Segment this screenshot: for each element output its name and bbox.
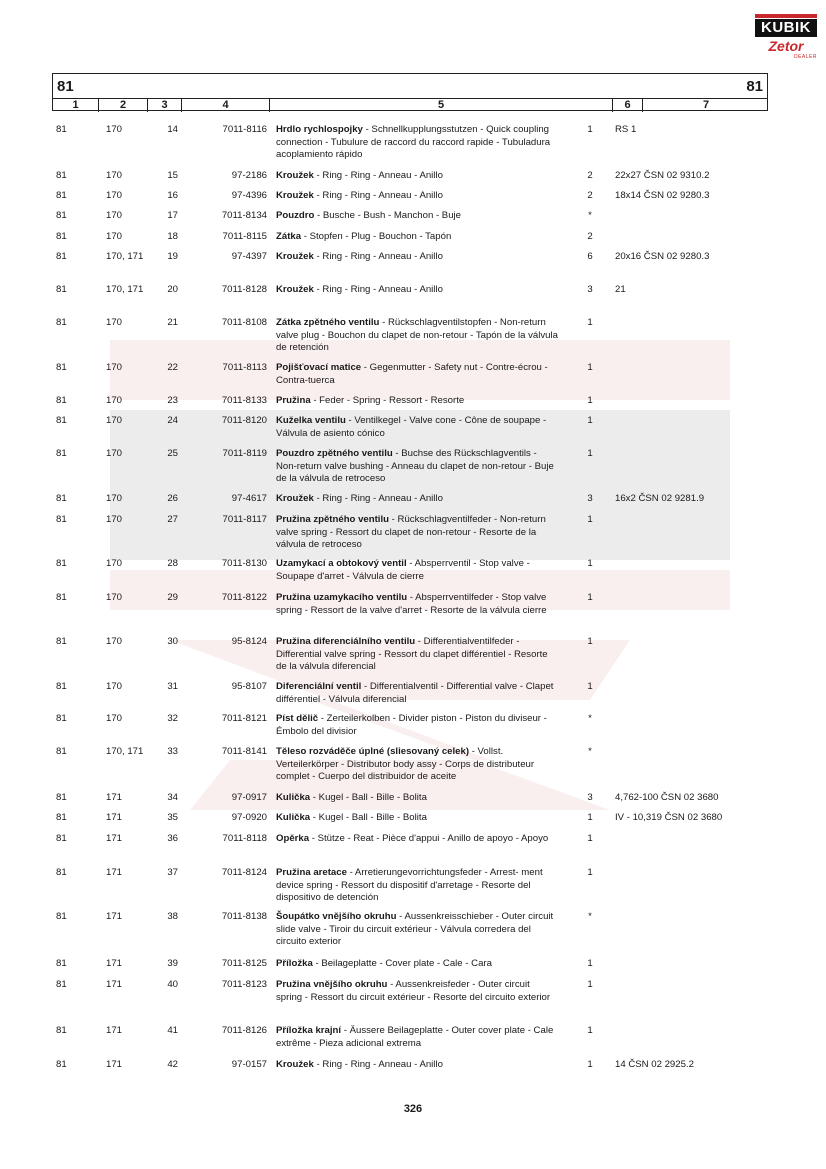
cell-figure: 170 bbox=[106, 558, 123, 569]
part-translations: - Stütze - Reat - Pièce d'appui - Anillo de apoyo - Apoyo bbox=[309, 833, 549, 844]
cell-position: 15 bbox=[167, 170, 178, 181]
col-header-3: 3 bbox=[148, 99, 182, 112]
cell-part-number: 7011-8138 bbox=[221, 911, 267, 922]
cell-description bbox=[276, 958, 558, 971]
cell-part-number: 97-4397 bbox=[231, 251, 267, 262]
cell-figure: 170 bbox=[106, 681, 123, 692]
cell-description bbox=[276, 448, 558, 486]
part-name: Pouzdro zpětného ventilu bbox=[276, 448, 393, 459]
cell-figure: 171 bbox=[106, 979, 123, 990]
page-number: 326 bbox=[403, 1103, 423, 1115]
cell-position: 17 bbox=[167, 210, 178, 221]
part-name: Pružina uzamykacího ventilu bbox=[276, 592, 408, 603]
cell-description bbox=[276, 592, 558, 617]
part-name: Pouzdro bbox=[276, 210, 315, 221]
part-name: Pružina zpětného ventilu bbox=[276, 514, 390, 525]
part-translations: - Busche - Bush - Manchon - Buje bbox=[314, 210, 462, 221]
cell-group: 81 bbox=[56, 681, 67, 692]
part-translations: - Ventilkegel - Valve cone - Cône de soupape - Válvula de asiento cónico bbox=[276, 415, 547, 439]
cell-quantity: 1 bbox=[587, 415, 593, 426]
cell-group: 81 bbox=[56, 284, 67, 295]
cell-part-number: 7011-8122 bbox=[221, 592, 267, 603]
logo-tag: DEALER bbox=[793, 54, 817, 60]
cell-quantity: 1 bbox=[587, 395, 593, 406]
cell-position: 33 bbox=[167, 746, 178, 757]
col-header-1: 1 bbox=[53, 99, 99, 112]
cell-figure: 171 bbox=[106, 833, 123, 844]
cell-description bbox=[276, 979, 558, 1004]
kubik-zetor-logo bbox=[755, 14, 817, 72]
cell-position: 40 bbox=[167, 979, 178, 990]
cell-position: 21 bbox=[167, 317, 178, 328]
cell-figure: 170 bbox=[106, 592, 123, 603]
cell-position: 30 bbox=[167, 636, 178, 647]
part-name: Kulička bbox=[276, 812, 311, 823]
cell-group: 81 bbox=[56, 867, 67, 878]
part-name: Uzamykací a obtokový ventil bbox=[276, 558, 407, 569]
cell-description bbox=[276, 867, 558, 905]
cell-description bbox=[276, 812, 558, 825]
part-name: Píst dělič bbox=[276, 713, 319, 724]
section-number-left: 81 bbox=[57, 78, 74, 95]
cell-quantity: * bbox=[588, 713, 592, 724]
cell-description bbox=[276, 284, 558, 297]
cell-group: 81 bbox=[56, 911, 67, 922]
cell-note: 14 ČSN 02 2925.2 bbox=[615, 1059, 694, 1070]
cell-group: 81 bbox=[56, 493, 67, 504]
cell-part-number: 7011-8123 bbox=[221, 979, 267, 990]
cell-position: 20 bbox=[167, 284, 178, 295]
cell-quantity: 1 bbox=[587, 636, 593, 647]
cell-figure: 170 bbox=[106, 190, 123, 201]
col-header-7: 7 bbox=[702, 99, 710, 111]
part-translations: - Stopfen - Plug - Bouchon - Tapón bbox=[301, 231, 452, 242]
part-name: Kroužek bbox=[276, 170, 314, 181]
part-name: Pružina bbox=[276, 395, 311, 406]
cell-position: 16 bbox=[167, 190, 178, 201]
cell-description bbox=[276, 124, 558, 162]
cell-part-number: 95-8124 bbox=[231, 636, 267, 647]
cell-quantity: 1 bbox=[587, 681, 593, 692]
cell-part-number: 7011-8116 bbox=[222, 124, 267, 135]
cell-position: 34 bbox=[167, 792, 178, 803]
part-translations: - Beilageplatte - Cover plate - Cale - Cara bbox=[312, 958, 492, 969]
cell-quantity: 1 bbox=[587, 833, 593, 844]
cell-quantity: 1 bbox=[587, 979, 593, 990]
cell-position: 31 bbox=[167, 681, 178, 692]
cell-position: 14 bbox=[167, 124, 178, 135]
cell-quantity: 3 bbox=[587, 284, 593, 295]
part-name: Diferenciální ventil bbox=[276, 681, 362, 692]
col-header-4: 4 bbox=[182, 99, 270, 112]
cell-part-number: 95-8107 bbox=[231, 681, 267, 692]
col-header-6: 6 bbox=[613, 99, 643, 112]
cell-part-number: 7011-8119 bbox=[222, 448, 267, 459]
cell-quantity: * bbox=[588, 210, 592, 221]
cell-part-number: 7011-8118 bbox=[222, 833, 267, 844]
cell-description bbox=[276, 514, 558, 552]
cell-figure: 171 bbox=[106, 958, 123, 969]
cell-group: 81 bbox=[56, 979, 67, 990]
cell-part-number: 97-2186 bbox=[231, 170, 267, 181]
part-name: Těleso rozváděče úplné (sliesovaný celek) bbox=[276, 746, 470, 757]
cell-quantity: 1 bbox=[587, 362, 593, 373]
cell-position: 27 bbox=[167, 514, 178, 525]
part-name: Kulička bbox=[276, 792, 311, 803]
cell-group: 81 bbox=[56, 514, 67, 525]
cell-figure: 170 bbox=[106, 636, 123, 647]
cell-position: 28 bbox=[167, 558, 178, 569]
cell-note: 18x14 ČSN 02 9280.3 bbox=[615, 190, 710, 201]
cell-group: 81 bbox=[56, 746, 67, 757]
cell-description bbox=[276, 713, 558, 738]
part-translations: - Absperrventil - Stop valve - Soupape d'arret - Válvula de cierre bbox=[276, 558, 530, 582]
cell-description bbox=[276, 833, 558, 846]
part-translations: - Kugel - Ball - Bille - Bolita bbox=[310, 812, 427, 823]
cell-description bbox=[276, 911, 558, 949]
cell-position: 18 bbox=[167, 231, 178, 242]
logo-sub: Zetor bbox=[768, 38, 804, 54]
cell-group: 81 bbox=[56, 792, 67, 803]
part-name: Pojišťovací matice bbox=[276, 362, 362, 373]
cell-position: 38 bbox=[167, 911, 178, 922]
cell-figure: 170 bbox=[106, 362, 123, 373]
cell-figure: 171 bbox=[106, 812, 123, 823]
cell-position: 26 bbox=[167, 493, 178, 504]
cell-group: 81 bbox=[56, 448, 67, 459]
cell-group: 81 bbox=[56, 395, 67, 406]
part-translations: - Differentialventil - Differential valve - Clapet différentiel - Válvula diferencial bbox=[276, 681, 554, 705]
cell-figure: 170 bbox=[106, 448, 123, 459]
cell-group: 81 bbox=[56, 636, 67, 647]
cell-note: 4,762-100 ČSN 02 3680 bbox=[615, 792, 719, 803]
cell-figure: 171 bbox=[106, 867, 123, 878]
cell-description bbox=[276, 558, 558, 583]
cell-quantity: 1 bbox=[587, 124, 593, 135]
part-translations: - Ring - Ring - Anneau - Anillo bbox=[313, 170, 443, 181]
cell-group: 81 bbox=[56, 210, 67, 221]
part-translations: - Ring - Ring - Anneau - Anillo bbox=[313, 284, 443, 295]
cell-part-number: 7011-8117 bbox=[222, 514, 267, 525]
cell-part-number: 7011-8124 bbox=[221, 867, 267, 878]
section-number-right: 81 bbox=[746, 78, 763, 95]
cell-group: 81 bbox=[56, 190, 67, 201]
cell-position: 19 bbox=[167, 251, 178, 262]
cell-group: 81 bbox=[56, 1025, 67, 1036]
part-name: Kuželka ventilu bbox=[276, 415, 346, 426]
cell-position: 36 bbox=[167, 833, 178, 844]
cell-quantity: 1 bbox=[587, 958, 593, 969]
cell-note: 20x16 ČSN 02 9280.3 bbox=[615, 251, 710, 262]
cell-quantity: 1 bbox=[587, 317, 593, 328]
cell-figure: 170 bbox=[106, 170, 123, 181]
cell-group: 81 bbox=[56, 558, 67, 569]
cell-quantity: 1 bbox=[587, 1059, 593, 1070]
cell-note: 22x27 ČSN 02 9310.2 bbox=[615, 170, 710, 181]
cell-group: 81 bbox=[56, 170, 67, 181]
cell-part-number: 97-4396 bbox=[231, 190, 267, 201]
cell-group: 81 bbox=[56, 833, 67, 844]
cell-note: 16x2 ČSN 02 9281.9 bbox=[615, 493, 705, 504]
part-translations: - Vollst. Verteilerkörper - Distributor body assy - Corps de distributeur complet - Cuerpo del distribuidor de aceite bbox=[276, 746, 535, 783]
cell-description bbox=[276, 636, 558, 674]
logo-brand: KUBIK bbox=[755, 19, 817, 37]
cell-group: 81 bbox=[56, 231, 67, 242]
cell-quantity: 2 bbox=[587, 190, 593, 201]
cell-position: 39 bbox=[167, 958, 178, 969]
cell-description bbox=[276, 251, 558, 264]
cell-figure: 170 bbox=[106, 713, 123, 724]
cell-part-number: 97-4617 bbox=[231, 493, 267, 504]
cell-group: 81 bbox=[56, 592, 67, 603]
col-header-2: 2 bbox=[99, 99, 148, 112]
cell-position: 41 bbox=[167, 1025, 178, 1036]
cell-part-number: 7011-8108 bbox=[221, 317, 267, 328]
cell-part-number: 97-0920 bbox=[231, 812, 267, 823]
cell-part-number: 7011-8125 bbox=[221, 958, 267, 969]
cell-part-number: 7011-8120 bbox=[221, 415, 267, 426]
cell-description bbox=[276, 415, 558, 440]
cell-description bbox=[276, 395, 558, 408]
cell-figure: 171 bbox=[106, 911, 123, 922]
cell-figure: 171 bbox=[106, 1025, 123, 1036]
cell-figure: 170 bbox=[106, 231, 123, 242]
cell-description bbox=[276, 210, 558, 223]
cell-figure: 170 bbox=[106, 415, 123, 426]
part-name: Pružina aretace bbox=[276, 867, 347, 878]
cell-figure: 170, 171 bbox=[106, 746, 144, 757]
cell-group: 81 bbox=[56, 713, 67, 724]
part-name: Pružina vnějšího okruhu bbox=[276, 979, 388, 990]
cell-figure: 170 bbox=[106, 395, 123, 406]
cell-position: 42 bbox=[167, 1059, 178, 1070]
cell-position: 35 bbox=[167, 812, 178, 823]
cell-part-number: 7011-8130 bbox=[221, 558, 267, 569]
cell-position: 22 bbox=[167, 362, 178, 373]
cell-figure: 171 bbox=[106, 1059, 123, 1070]
cell-figure: 170 bbox=[106, 124, 123, 135]
part-translations: - Rückschlagventilstopfen - Non-return valve plug - Bouchon du clapet de non-retour - Tapón de la válvula de retención bbox=[276, 317, 558, 354]
cell-figure: 170 bbox=[106, 493, 123, 504]
cell-group: 81 bbox=[56, 958, 67, 969]
cell-position: 32 bbox=[167, 713, 178, 724]
cell-part-number: 97-0157 bbox=[231, 1059, 267, 1070]
cell-figure: 170 bbox=[106, 210, 123, 221]
cell-group: 81 bbox=[56, 812, 67, 823]
cell-position: 25 bbox=[167, 448, 178, 459]
cell-group: 81 bbox=[56, 415, 67, 426]
cell-description bbox=[276, 681, 558, 706]
cell-position: 24 bbox=[167, 415, 178, 426]
cell-description bbox=[276, 190, 558, 203]
cell-figure: 170, 171 bbox=[106, 284, 144, 295]
cell-part-number: 7011-8128 bbox=[221, 284, 267, 295]
cell-part-number: 7011-8115 bbox=[222, 231, 267, 242]
cell-figure: 170 bbox=[106, 514, 123, 525]
part-name: Příložka bbox=[276, 958, 313, 969]
cell-position: 23 bbox=[167, 395, 178, 406]
cell-part-number: 7011-8121 bbox=[221, 713, 267, 724]
cell-description bbox=[276, 493, 558, 506]
cell-group: 81 bbox=[56, 362, 67, 373]
cell-quantity: 1 bbox=[587, 592, 593, 603]
cell-quantity: 3 bbox=[587, 493, 593, 504]
part-name: Kroužek bbox=[276, 251, 314, 262]
part-translations: - Ring - Ring - Anneau - Anillo bbox=[313, 1059, 443, 1070]
part-translations: - Absperrventilfeder - Stop valve spring - Ressort de la valve d'arret - Resorte de la válvula cierre bbox=[276, 592, 547, 616]
cell-description bbox=[276, 1059, 558, 1072]
cell-part-number: 7011-8126 bbox=[221, 1025, 267, 1036]
cell-quantity: 1 bbox=[587, 867, 593, 878]
part-name: Opěrka bbox=[276, 833, 310, 844]
cell-description bbox=[276, 1025, 558, 1050]
cell-description bbox=[276, 231, 558, 244]
part-name: Kroužek bbox=[276, 1059, 314, 1070]
cell-description bbox=[276, 746, 558, 784]
part-name: Kroužek bbox=[276, 190, 314, 201]
part-translations: - Zerteilerkolben - Divider piston - Piston du diviseur - Émbolo del divisior bbox=[276, 713, 547, 737]
cell-group: 81 bbox=[56, 1059, 67, 1070]
part-translations: - Arretierungevorrichtungsfeder - Arrest- ment device spring - Ressort du dispositif d'arretage - Resorte del dispositivo de detención bbox=[276, 867, 543, 904]
cell-position: 29 bbox=[167, 592, 178, 603]
cell-description bbox=[276, 792, 558, 805]
part-translations: - Gegenmutter - Safety nut - Contre-écrou - Contra-tuerca bbox=[276, 362, 548, 386]
cell-description bbox=[276, 362, 558, 387]
cell-quantity: 1 bbox=[587, 448, 593, 459]
cell-quantity: 2 bbox=[587, 170, 593, 181]
cell-quantity: 2 bbox=[587, 231, 593, 242]
cell-figure: 171 bbox=[106, 792, 123, 803]
part-name: Zátka zpětného ventilu bbox=[276, 317, 380, 328]
part-translations: - Feder - Spring - Ressort - Resorte bbox=[310, 395, 465, 406]
cell-group: 81 bbox=[56, 124, 67, 135]
cell-quantity: 1 bbox=[587, 558, 593, 569]
cell-quantity: 1 bbox=[587, 1025, 593, 1036]
part-translations: - Äussere Beilageplatte - Outer cover plate - Cale extrême - Pieza adicional extrema bbox=[276, 1025, 554, 1049]
column-number-row bbox=[53, 98, 767, 112]
cell-position: 37 bbox=[167, 867, 178, 878]
cell-part-number: 7011-8141 bbox=[221, 746, 267, 757]
col-header-5: 5 bbox=[270, 99, 613, 112]
cell-note: 21 bbox=[615, 284, 626, 295]
part-translations: - Buchse des Rückschlagventils - Non-return valve bushing - Anneau du clapet de non-retour - Buje de la válvula de retroceso bbox=[276, 448, 554, 485]
part-translations: - Differentialventilfeder - Differential valve spring - Ressort du clapet différentiel - Resorte de la válvula diferencial bbox=[276, 636, 548, 673]
cell-figure: 170 bbox=[106, 317, 123, 328]
cell-note: IV - 10,319 ČSN 02 3680 bbox=[615, 812, 723, 823]
part-name: Hrdlo rychlospojky bbox=[276, 124, 363, 135]
cell-quantity: 6 bbox=[587, 251, 593, 262]
cell-quantity: * bbox=[588, 911, 592, 922]
cell-part-number: 7011-8113 bbox=[222, 362, 267, 373]
cell-description bbox=[276, 317, 558, 355]
part-name: Pružina diferenciálního ventilu bbox=[276, 636, 416, 647]
cell-quantity: 3 bbox=[587, 792, 593, 803]
cell-quantity: * bbox=[588, 746, 592, 757]
table-header bbox=[52, 73, 768, 111]
part-translations: - Ring - Ring - Anneau - Anillo bbox=[313, 190, 443, 201]
logo-bar bbox=[755, 14, 817, 18]
part-name: Zátka bbox=[276, 231, 302, 242]
cell-quantity: 1 bbox=[587, 514, 593, 525]
part-translations: - Rückschlagventilfeder - Non-return valve spring - Ressort du clapet de non-retour - Resorte de la válvula de retroceso bbox=[276, 514, 546, 551]
part-translations: - Ring - Ring - Anneau - Anillo bbox=[313, 493, 443, 504]
cell-part-number: 97-0917 bbox=[231, 792, 267, 803]
part-translations: - Kugel - Ball - Bille - Bolita bbox=[310, 792, 427, 803]
part-name: Šoupátko vnějšího okruhu bbox=[276, 911, 397, 922]
cell-description bbox=[276, 170, 558, 183]
cell-quantity: 1 bbox=[587, 812, 593, 823]
part-name: Příložka krajní bbox=[276, 1025, 342, 1036]
cell-note: RS 1 bbox=[615, 124, 637, 135]
part-name: Kroužek bbox=[276, 284, 314, 295]
cell-figure: 170, 171 bbox=[106, 251, 144, 262]
part-translations: - Schnellkupplungsstutzen - Quick coupling connection - Tubulure de raccord du raccord rapide - Tubuladura acoplamiento rápido bbox=[276, 124, 551, 161]
cell-group: 81 bbox=[56, 251, 67, 262]
part-translations: - Ring - Ring - Anneau - Anillo bbox=[313, 251, 443, 262]
cell-group: 81 bbox=[56, 317, 67, 328]
cell-part-number: 7011-8133 bbox=[221, 395, 267, 406]
part-name: Kroužek bbox=[276, 493, 314, 504]
part-translations: - Aussenkreisfeder - Outer circuit spring - Ressort du circuit extérieur - Resorte del circuito exterior bbox=[276, 979, 551, 1003]
part-translations: - Aussenkreisschieber - Outer circuit slide valve - Tiroir du circuit extérieur - Válvula corredera del circuito exterior bbox=[276, 911, 554, 948]
cell-part-number: 7011-8134 bbox=[221, 210, 267, 221]
